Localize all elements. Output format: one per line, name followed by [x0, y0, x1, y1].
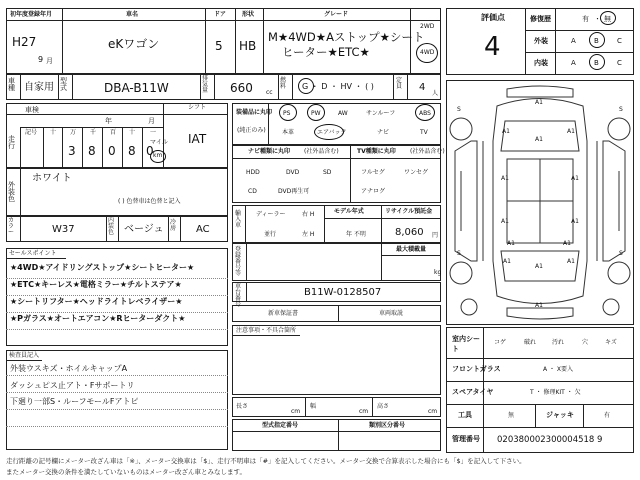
repair-no: 無 [604, 15, 611, 23]
navi-dvd: DVD [286, 169, 300, 176]
displacement-value: 660 [230, 81, 253, 95]
max-load-label: 最大積載量 [396, 246, 427, 253]
tv-fullseg: フルセグ [361, 169, 385, 176]
length-unit: cm [291, 408, 301, 415]
color-code-value: W37 [52, 224, 75, 235]
diagram-label-7: A1 [501, 218, 509, 225]
jack-value: 有 [604, 412, 611, 419]
digit-3: 8 [88, 144, 96, 158]
mile-label: マイル [150, 139, 168, 146]
width-label: 幅 [310, 403, 317, 410]
mgmt-number-value: 020380002300004518 9 [497, 435, 603, 445]
score-value: 4 [484, 32, 501, 62]
recycle-value: 8,060 [395, 227, 424, 238]
jack-label: ジャッキ [546, 411, 574, 419]
sales-line-2: ★ETC★キーレス★電格ミラー★チルトステア★ [10, 280, 182, 289]
equip-abs: ABS [419, 110, 431, 117]
hdr-shape: 形状 [242, 11, 255, 18]
tv-oneseg: ワンセグ [404, 169, 429, 176]
drive-4wd: 4WD [420, 49, 435, 56]
reg-label: 登録番号等 [235, 246, 242, 277]
exterior-color: ホワイト [32, 173, 72, 184]
digit-6: 0 [146, 144, 154, 158]
tools-value: 無 [508, 412, 515, 419]
exterior-label: 外装色 [8, 181, 15, 203]
vehicle-label: 車種 [8, 77, 15, 92]
equip-leather: 本革 [282, 129, 295, 136]
diagram-label-12: A1 [503, 258, 511, 265]
inspector-line-3: 下廻り一部S・ルーフモールFアトピ [10, 397, 139, 406]
interior-color-label: 内装色 [108, 217, 115, 236]
height-unit: cm [428, 408, 438, 415]
shift-label: シフト [188, 104, 207, 111]
import-dealer: ディーラー [256, 211, 286, 218]
equip-aw: AW [338, 110, 348, 117]
unit-2: 万 [70, 129, 77, 136]
type-spec-label: 型式指定番号 [262, 422, 299, 429]
import-label: 輸入車 [235, 210, 242, 229]
unit-1: 十 [50, 129, 57, 136]
equip-tv: TV [420, 129, 428, 136]
sales-line-1: ★4WD★アイドリングストップ★シートヒーター★ [10, 263, 195, 272]
max-load-unit: kg [434, 269, 442, 276]
diagram-label-2: A1 [502, 128, 510, 135]
unit-3: 千 [90, 129, 97, 136]
digit-5: 8 [128, 144, 136, 158]
class-num-label: 類別区分番号 [369, 422, 406, 429]
int-grade-b: B [594, 59, 599, 67]
seat-yogore: 汚れ [552, 339, 565, 346]
diagram-label-1: A1 [535, 99, 543, 106]
tv-header: TV種類に丸印 [357, 148, 396, 155]
seat-yabure: 破れ [524, 339, 537, 346]
chassis-label: 車台番号 [235, 283, 242, 308]
diagram-label-10: A1 [563, 240, 571, 247]
grade-line-1: M★4WD★Aストップ★シート [268, 30, 425, 44]
mileage-year-label: 年 [105, 117, 112, 125]
exterior-note: ( ) 色替車は色替と記入 [118, 198, 181, 205]
mileage-header: 車検 [25, 106, 39, 114]
diagram-label-6: A1 [571, 175, 579, 182]
navi-header: ナビ種類に丸印 [248, 148, 291, 155]
height-label: 高さ [377, 403, 390, 410]
tv-analog: アナログ [361, 188, 386, 195]
equip-pw: PW [311, 110, 321, 117]
footer-line-2: またメーター交換の条件を満たしていないものはメーター改ざん車とみなします。 [6, 468, 246, 476]
front-glass-value: A ・ X要入 [543, 366, 574, 373]
usage-value: 自家用 [24, 82, 54, 93]
navi-dvd-play: DVD再生可 [278, 188, 310, 195]
model-year-label: モデル年式 [334, 208, 364, 215]
manual-label: 車両取説 [379, 310, 404, 317]
digit-4: 0 [108, 144, 116, 158]
repair-yes: 有 [582, 15, 589, 23]
score-label: 評価点 [481, 13, 505, 22]
diagram-label-9: A1 [507, 240, 515, 247]
unit-6: 一 [150, 129, 157, 136]
color-code-row [6, 216, 228, 242]
inspector-label: 検査員記入 [9, 352, 40, 359]
int-grade-c: C [617, 59, 622, 67]
tools-label: 工具 [458, 411, 472, 419]
mileage-month-label: 月 [148, 117, 155, 125]
unit-4: 百 [110, 129, 117, 136]
diagram-corner-br: S [619, 250, 623, 257]
interior-seat-label: 室内シート [452, 335, 480, 353]
length-label: 長さ [236, 403, 249, 410]
width-unit: cm [359, 408, 369, 415]
shape-value: HB [239, 39, 257, 53]
repair-sep: ・ [594, 15, 601, 23]
diagram-label-3: A1 [567, 128, 575, 135]
ac-value: AC [196, 224, 210, 235]
equipment-sub: (純正のみ) [237, 127, 266, 134]
repair-label: 修復歴 [530, 15, 551, 23]
recycle-label: リサイクル預託金 [385, 208, 433, 215]
hdr-grade: グレード [324, 11, 349, 18]
int-grade-a: A [571, 59, 576, 67]
grade-line-2: ヒーター★ETC★ [282, 45, 370, 59]
dimensions-row [232, 397, 441, 417]
documents-row [232, 305, 441, 322]
capacity-unit: 人 [432, 90, 439, 97]
diagram-corner-bl: S [457, 250, 461, 257]
import-right: 右 H [302, 211, 315, 218]
equip-airbag: エアバック [317, 129, 347, 136]
exterior-grade-label: 外装 [534, 37, 548, 45]
equipment-header: 装備品に丸印 [236, 109, 273, 116]
capacity-value: 4 [419, 82, 426, 93]
warranty-label: 新車保証書 [268, 310, 299, 317]
diagram-corner-tr: S [619, 106, 623, 113]
car-name-value: eKワゴン [108, 37, 160, 51]
reg-year-value: H27 [12, 35, 37, 49]
seat-ana: 穴 [582, 339, 589, 346]
hdr-car-name: 車名 [126, 11, 139, 18]
seat-kizu: キズ [605, 339, 617, 346]
navi-sd: SD [323, 169, 332, 176]
navi-hdd: HDD [246, 169, 260, 176]
navi-sub: (社外品含む) [304, 148, 339, 155]
car-damage-diagram [447, 81, 633, 324]
capacity-label: 定員 [396, 77, 403, 90]
tv-sub: (社外品含む) [410, 148, 445, 155]
drive-2wd: 2WD [420, 23, 435, 30]
model-year-value: 年 不明 [346, 231, 366, 238]
spare-tire-label: スペアタイヤ [452, 388, 494, 396]
reg-month-value: 9 [38, 55, 44, 64]
import-parallel: 並行 [264, 231, 277, 238]
ac-label: 冷房 [170, 219, 177, 232]
model-label: 型式 [60, 77, 67, 92]
diagram-label-13: A1 [567, 258, 575, 265]
interior-color-value: ベージュ [124, 224, 164, 235]
diagram-label-5: A1 [501, 175, 509, 182]
digit-2: 3 [68, 144, 76, 158]
mgmt-number-label: 管理番号 [452, 435, 480, 443]
inspector-line-1: 外装ウスキズ・ホイルキャップA [10, 364, 128, 373]
displacement-label: 排気量 [202, 75, 209, 94]
sales-line-3: ★シートリフター★ヘッドライトレベライザー★ [10, 297, 183, 306]
import-left: 左 H [302, 231, 315, 238]
diagram-label-14: A1 [535, 302, 543, 309]
unit-5: 十 [129, 129, 136, 136]
ext-grade-c: C [617, 37, 622, 45]
km-label: km [153, 152, 163, 159]
sales-line-4: ★Pガラス★オートエアコン★Rヒーターダクト★ [10, 314, 186, 323]
run-label: 走行 [8, 135, 15, 150]
sales-label: セールスポイント [9, 250, 57, 257]
reg-month-unit: 月 [46, 57, 53, 65]
recycle-yen: 円 [432, 232, 439, 239]
hdr-reg-year: 初年度登録年月 [10, 11, 53, 18]
cc-unit: cc [266, 89, 273, 96]
navi-cd: CD [248, 188, 257, 195]
equip-navi: ナビ [377, 129, 390, 136]
color-code-label: カラー [8, 217, 15, 236]
fuel-label: 燃料 [280, 77, 287, 90]
model-value: DBA-B11W [104, 81, 169, 95]
fuel-options: G ・ D ・ HV ・ ( ) [302, 82, 374, 91]
chassis-value: B11W-0128507 [304, 287, 382, 298]
ext-grade-a: A [571, 37, 576, 45]
unit-0: 記号 [25, 129, 38, 136]
diagram-corner-tl: S [457, 106, 461, 113]
notes-label: 注意事項・不具合箇所 [236, 327, 297, 334]
shift-value: IAT [188, 132, 207, 146]
spare-tire-value: T ・ 修理KIT ・ 欠 [530, 389, 581, 396]
seat-koge: コゲ [494, 339, 507, 346]
equip-ps: PS [283, 110, 291, 117]
diagram-label-11: A1 [535, 263, 543, 270]
doors-value: 5 [215, 39, 223, 53]
ext-grade-b: B [594, 37, 599, 45]
hdr-doors: ドア [214, 11, 226, 18]
inspector-line-2: ダッシュピス止アト・Fサポートリ [10, 381, 135, 390]
equip-sunroof: サンルーフ [366, 110, 396, 117]
diagram-label-8: A1 [571, 218, 579, 225]
diagram-label-4: A1 [535, 136, 543, 143]
front-glass-label: フロントガラス [452, 365, 501, 373]
interior-grade-label: 内装 [534, 59, 548, 67]
footer-line-1: 走行距離の記号欄にメーター改ざん車は「※」、メーター交換車は「$」、走行不明車は「#」を記入してください。メーター交換で合算表示した場合にも「$」を記入して下さい。 [6, 457, 526, 465]
car-diagram-area [446, 80, 634, 325]
